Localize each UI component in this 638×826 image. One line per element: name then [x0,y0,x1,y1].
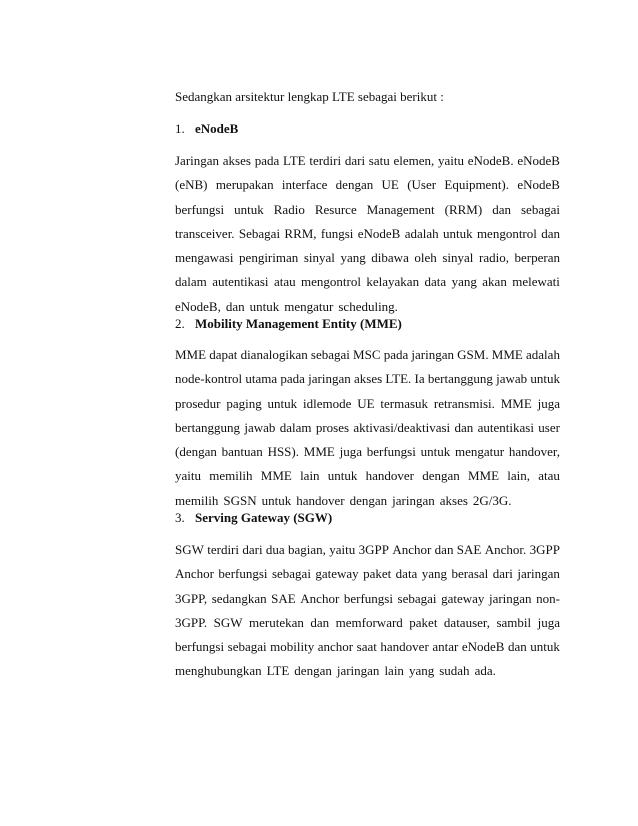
section-heading-mme [175,315,560,333]
paragraph-line: 3GPP, sedangkan SAE Anchor berfungsi sebagai gateway jaringan non- [175,590,560,606]
paragraph-line: MME dapat dianalogikan sebagai MSC pada jaringan GSM. MME adalah [175,347,560,362]
section-heading-enodeb [175,120,560,138]
paragraph-line: (eNB) merupakan interface dengan UE (User Equipment). eNodeB [175,177,560,193]
section-body-enodeb [175,152,560,322]
paragraph-line: bertanggung jawab dalam proses aktivasi/deaktivasi dan autentikasi user [175,419,560,435]
intro-text: Sedangkan arsitektur lengkap LTE sebagai berikut : [175,89,444,104]
section-body-sgw [175,541,560,687]
section-heading-sgw [175,509,560,527]
paragraph-line: Jaringan akses pada LTE terdiri dari satu elemen, yaitu eNodeB. eNodeB [175,153,560,168]
section-title: Mobility Management Entity (MME) [195,316,402,331]
paragraph-line: berfungsi untuk Radio Resurce Management (RRM) dan sebagai [175,201,560,217]
section-body-mme [175,346,560,516]
paragraph-line: prosedur paging untuk idlemode UE termasuk retransmisi. MME juga [175,395,560,411]
paragraph-line: yaitu memilih MME lain untuk handover dengan MME lain, atau [175,468,560,484]
section-title: eNodeB [195,121,239,136]
paragraph-line: transceiver. Sebagai RRM, fungsi eNodeB adalah untuk mengontrol dan [175,225,560,241]
paragraph-line: mengawasi pengiriman sinyal yang dibawa oleh sinyal radio, berperan [175,250,560,266]
paragraph-line: SGW terdiri dari dua bagian, yaitu 3GPP Anchor dan SAE Anchor. 3GPP [175,542,560,557]
paragraph-line: node-kontrol utama pada jaringan akses LTE. Ia bertanggung jawab untuk [175,371,560,387]
paragraph-line: menghubungkan LTE dengan jaringan lain yang sudah ada. [175,663,496,679]
paragraph-line: berfungsi sebagai mobility anchor saat handover antar eNodeB dan untuk [175,639,560,655]
paragraph-line: memilih SGSN untuk handover dengan jaringan akses 2G/3G. [175,492,512,508]
paragraph-line: dalam autentikasi atau mengontrol kelayakan data yang akan melewati [175,274,560,290]
paragraph-line: (dengan bantuan HSS). MME juga berfungsi untuk mengatur handover, [175,444,560,460]
section-title: Serving Gateway (SGW) [195,510,333,525]
section-number: 3. [175,510,185,525]
section-number: 2. [175,316,185,331]
paragraph-line: eNodeB, dan untuk mengatur scheduling. [175,298,398,314]
paragraph-line: 3GPP. SGW merutekan dan memforward paket datauser, sambil juga [175,614,560,630]
section-number: 1. [175,121,185,136]
paragraph-line: Anchor berfungsi sebagai gateway paket data yang berasal dari jaringan [175,566,560,582]
